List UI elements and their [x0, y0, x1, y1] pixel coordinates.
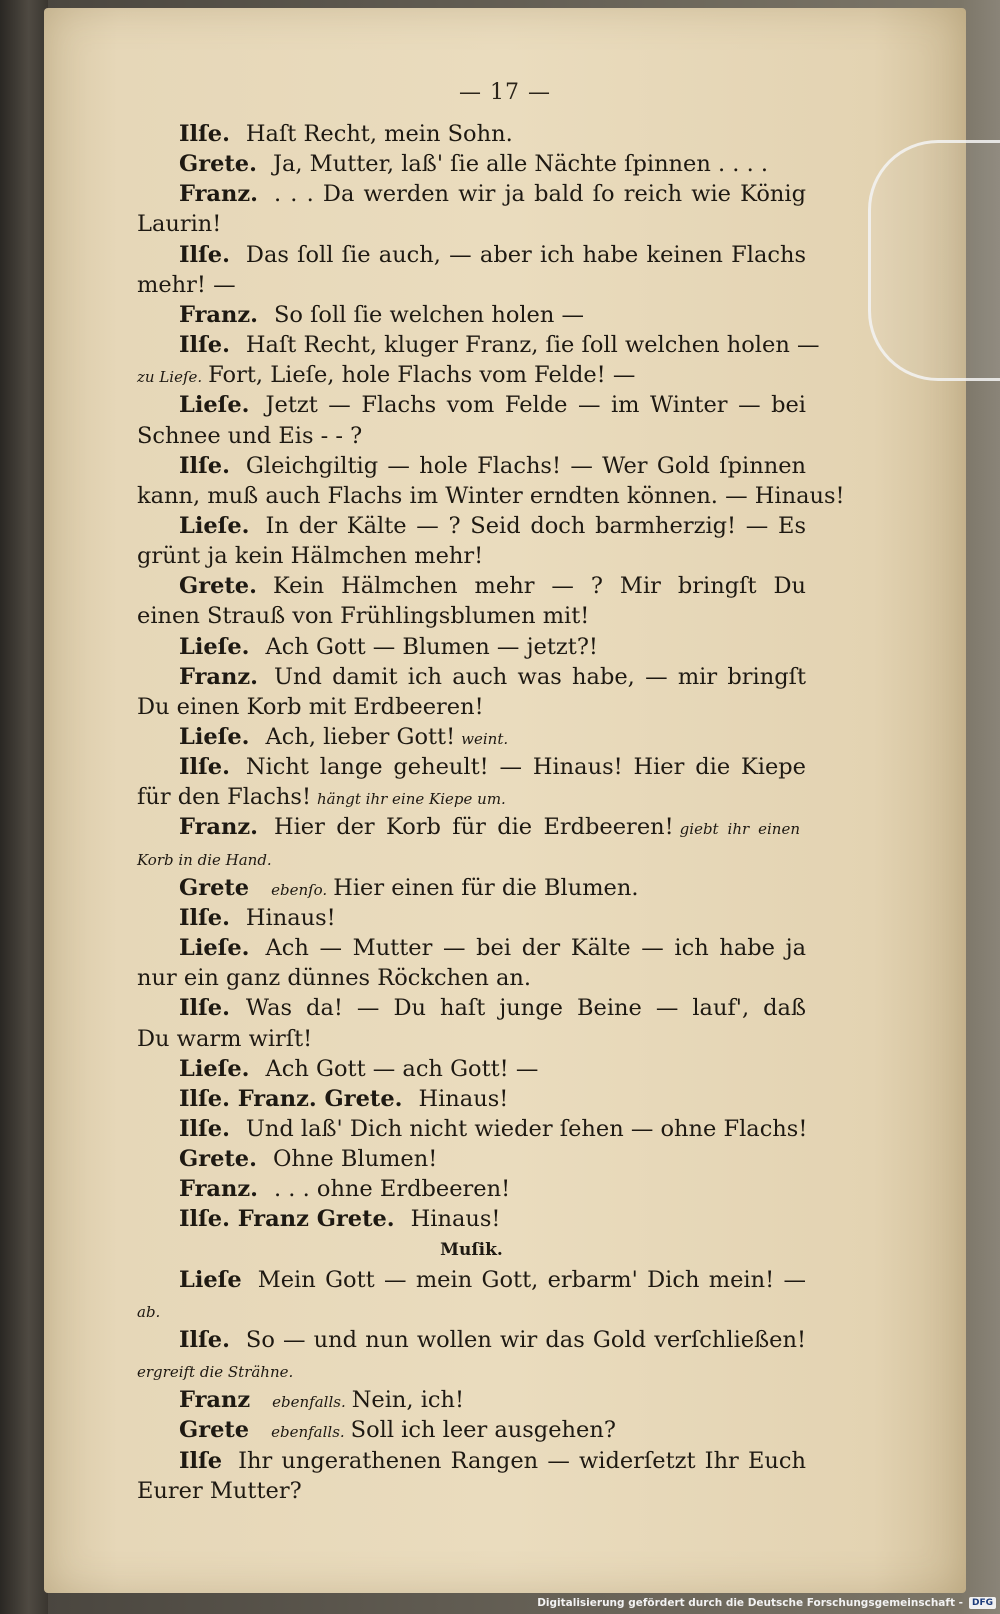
speaker-name: Ilſe.: [179, 241, 230, 268]
dialogue-text: Und laß' Dich nicht wieder ſehen — ohne Flachs!: [245, 1115, 808, 1142]
dialogue-text: Hinaus!: [418, 1085, 509, 1112]
text-line: [179, 664, 806, 690]
speaker-name: Grete.: [179, 573, 257, 600]
text-line: [137, 211, 221, 237]
dialogue-text: Mein Gott — mein Gott, erbarm' Dich mein! —: [257, 1266, 806, 1293]
dialogue-text: Nicht lange geheult! — Hinaus! Hier die Kiepe: [245, 754, 806, 781]
dialogue-text: Und damit ich auch was habe, — mir bringſt: [273, 663, 806, 690]
text-line: [179, 875, 639, 903]
dialogue-text: für den Flachs!: [137, 784, 311, 811]
speaker-name: Grete.: [179, 1146, 257, 1173]
text-line: [137, 1026, 312, 1052]
dialogue-text: Schnee und Eis - - ?: [137, 422, 363, 449]
speaker-name: Ilſe.: [179, 1115, 230, 1142]
text-line: [179, 1056, 538, 1082]
dialogue-text: Ach, lieber Gott!: [265, 724, 456, 750]
stage-direction: ebenfalls.: [272, 1393, 346, 1412]
dfg-logo: DFG: [969, 1597, 996, 1609]
footer-text: Digitalisierung gefördert durch die Deutsche Forschungsgemeinschaft -: [537, 1597, 963, 1609]
dialogue-text: So — und nun wollen wir das Gold verſchließen!: [245, 1327, 806, 1353]
dialogue-text: Eurer Mutter?: [137, 1477, 302, 1504]
dialogue-text: mehr! —: [137, 271, 236, 298]
dialogue-text: Du einen Korb mit Erdbeeren!: [137, 693, 484, 720]
speaker-name: Grete: [179, 874, 250, 901]
text-line: [179, 1387, 464, 1415]
text-line: [137, 784, 512, 812]
text-line: [179, 634, 598, 660]
speaker-name: Lieſe.: [179, 512, 250, 539]
text-line: [179, 513, 806, 539]
speaker-name: Franz.: [179, 301, 258, 328]
text-line: [179, 302, 584, 328]
dialogue-text: Ach Gott — Blumen — jetzt?!: [265, 633, 598, 660]
stage-direction: weint.: [461, 730, 509, 748]
dialogue-text: Fort, Lieſe, hole Flachs vom Felde! —: [208, 362, 636, 389]
speaker-name: Franz.: [179, 1176, 258, 1203]
dialogue-text: Hier der Korb für die Erdbeeren!: [273, 814, 674, 841]
text-line: [179, 1417, 616, 1445]
stage-direction: ebenfalls.: [271, 1423, 345, 1442]
speaker-name: Ilſe.: [179, 452, 230, 479]
dialogue-text: Laurin!: [137, 211, 222, 238]
text-line: [137, 603, 589, 629]
dialogue-text: Jetzt — Flachs vom Felde — im Winter — bei: [265, 392, 806, 419]
speaker-name: Ilſe.: [179, 1327, 230, 1353]
text-line: [179, 151, 768, 177]
text-line: [179, 1267, 806, 1293]
speaker-name: Lieſe.: [179, 633, 250, 660]
speaker-name: Franz.: [179, 814, 258, 841]
stage-direction: ergreift die Strähne.: [137, 1363, 294, 1382]
book-gutter: [0, 0, 48, 1614]
dialogue-text: . . . ohne Erdbeeren!: [273, 1176, 511, 1203]
text-line: [179, 1086, 508, 1112]
text-line: [179, 242, 806, 268]
dialogue-text: Hier einen für die Blumen.: [333, 874, 639, 901]
dialogue-text: grünt ja kein Hälmchen mehr!: [137, 543, 484, 570]
book-page: [44, 8, 966, 1593]
paper-clip: [868, 140, 1000, 381]
dialogue-text: Was da! — Du haſt junge Beine — lauf', daß: [245, 995, 806, 1022]
dialogue-text: Gleichgiltig — hole Flachs! — Wer Gold ſpinnen: [245, 452, 806, 479]
stage-direction: zu Lieſe.: [137, 368, 203, 387]
dialogue-text: Ach Gott — ach Gott! —: [265, 1055, 539, 1082]
dialogue-text: Haſt Recht, mein Sohn.: [245, 121, 513, 147]
stage-direction: Korb in die Hand.: [137, 850, 272, 869]
text-line: [179, 724, 514, 752]
speaker-name: Ilſe.: [179, 995, 230, 1022]
text-line: [179, 332, 820, 359]
text-line: [179, 1176, 510, 1202]
speaker-name: Grete.: [179, 151, 257, 178]
dialogue-text: Soll ich leer ausgehen?: [350, 1417, 616, 1444]
text-line: [179, 1116, 806, 1142]
speaker-name: Franz.: [179, 181, 258, 208]
text-line: [137, 965, 531, 991]
speaker-name: Ilſe.: [179, 121, 230, 147]
dialogue-text: Haſt Recht, kluger Franz, ſie ſoll welchen holen —: [245, 332, 820, 359]
dialogue-text: So ſoll ſie welchen holen —: [273, 301, 585, 328]
speaker-name: Grete: [179, 1417, 250, 1444]
text-line: [179, 181, 806, 207]
text-line: [137, 694, 484, 720]
text-line: [179, 814, 806, 842]
dialogue-text: Ach — Mutter — bei der Kälte — ich habe ja: [265, 935, 806, 962]
text-line: [137, 1357, 299, 1385]
text-line: [179, 995, 806, 1021]
speaker-name: Ilſe. Franz. Grete.: [179, 1085, 403, 1112]
text-line: [137, 1478, 302, 1504]
speaker-name: Lieſe.: [179, 935, 250, 962]
text-line: [179, 754, 806, 780]
text-line: [179, 905, 336, 931]
speaker-name: Lieſe.: [179, 392, 250, 419]
dialogue-text: . . . Da werden wir ja bald ſo reich wie König: [273, 181, 806, 208]
speaker-name: Lieſe: [179, 1266, 242, 1293]
text-line: [179, 935, 806, 961]
speaker-name: Franz.: [179, 663, 258, 690]
dialogue-text: nur ein ganz dünnes Röckchen an.: [137, 965, 532, 992]
stage-direction: hängt ihr eine Kiepe um.: [317, 790, 506, 809]
speaker-name: Ilſe: [179, 1447, 223, 1474]
dialogue-text: Kein Hälmchen mehr — ? Mir bringſt Du: [272, 573, 806, 600]
text-line: [137, 423, 362, 449]
dialogue-text: kann, muß auch Flachs im Winter erndten können. — Hinaus!: [137, 482, 845, 509]
dialogue-text: Ja, Mutter, laß' ſie alle Nächte ſpinnen . . . .: [272, 151, 769, 178]
text-line: [137, 482, 845, 509]
text-line: [137, 272, 236, 298]
text-line: [137, 1297, 166, 1325]
dialogue-text: Hinaus!: [245, 904, 336, 931]
dialogue-text: einen Strauß von Frühlingsblumen mit!: [137, 603, 590, 630]
text-line: [179, 573, 806, 599]
text-line: [179, 121, 513, 147]
dialogue-text: Hinaus!: [410, 1206, 501, 1233]
speaker-name: Lieſe.: [179, 724, 250, 750]
dialogue-text: Nein, ich!: [351, 1387, 465, 1414]
dialogue-text: Ohne Blumen!: [272, 1146, 438, 1173]
text-line: [137, 543, 483, 569]
speaker-name: Franz: [179, 1387, 251, 1414]
speaker-name: Ilſe.: [179, 332, 230, 359]
text-line: [137, 1237, 806, 1263]
dialogue-text: Ihr ungerathenen Rangen — widerſetzt Ihr Euch: [238, 1447, 806, 1474]
stage-direction: ab.: [137, 1302, 161, 1321]
digitization-footer: [537, 1594, 996, 1612]
text-line: [179, 1448, 806, 1474]
page-number: — 17 —: [459, 80, 551, 105]
dialogue-text: Das ſoll ſie auch, — aber ich habe keinen Flachs: [245, 241, 806, 268]
speaker-name: Ilſe. Franz Grete.: [179, 1206, 395, 1233]
stage-direction: ebenſo.: [271, 880, 328, 899]
text-line: [179, 1206, 500, 1232]
text-line: [179, 1146, 437, 1172]
dialogue-text: In der Kälte — ? Seid doch barmherzig! — Es: [265, 512, 806, 539]
stage-direction-centered: Muſik.: [440, 1239, 503, 1260]
text-line: [179, 1327, 806, 1353]
speaker-name: Ilſe.: [179, 754, 230, 781]
text-line: [137, 362, 635, 390]
text-line: [137, 845, 278, 873]
dialogue-text: Du warm wirſt!: [137, 1025, 313, 1052]
speaker-name: Lieſe.: [179, 1055, 250, 1082]
stage-direction: giebt ihr einen: [679, 820, 800, 839]
text-line: [179, 392, 806, 418]
speaker-name: Ilſe.: [179, 904, 230, 931]
text-line: [179, 453, 806, 479]
